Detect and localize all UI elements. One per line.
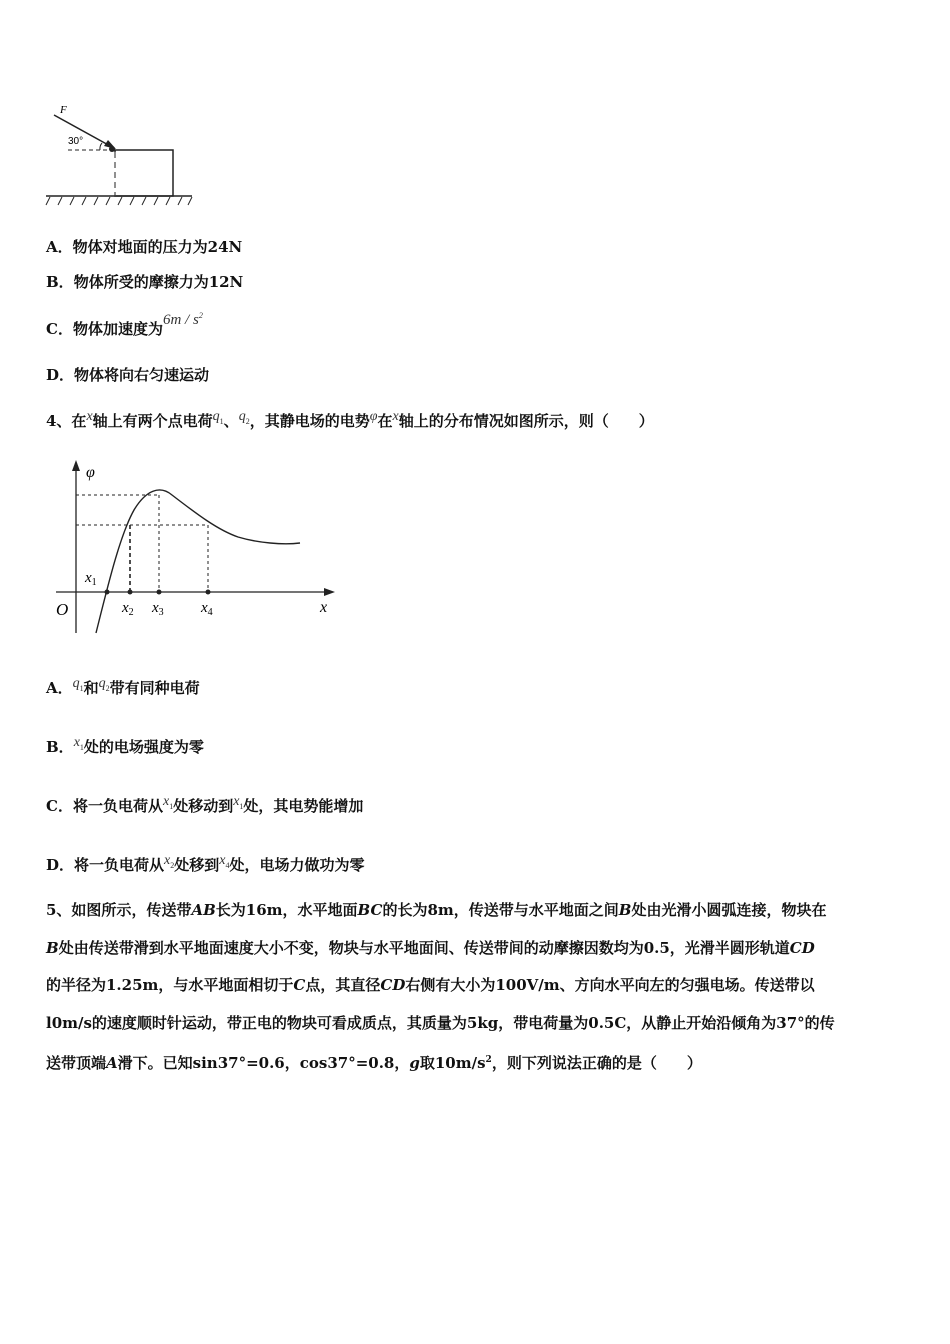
force-point — [109, 146, 115, 152]
q3-option-a: A．物体对地面的压力为24N — [46, 238, 243, 256]
ground-hatch — [46, 197, 192, 205]
q5-line-3: 的半径为1.25m，与水平地面相切于C点，其直径CD右侧有大小为100V/m、方向水平向左的匀强电场。传送带以 — [46, 976, 815, 994]
q3-option-c: C．物体加速度为$6m / s^2$ — [46, 311, 203, 338]
q4-option-d: D．将一负电荷从$x_2$处移到$x_4$处，电场力做功为零 — [46, 853, 365, 874]
label-x1: $x_1$ — [85, 570, 97, 588]
point-x1 — [105, 590, 110, 595]
q5-line-2: B处由传送带滑到水平地面速度大小不变，物块与水平地面间、传送带间的动摩擦因数均为0.5，光滑半圆形轨道CD — [46, 938, 815, 957]
figure-potential-graph — [48, 455, 338, 640]
label-x4: $x_4$ — [201, 600, 213, 618]
q4-option-a: A．$q_1$和$q_2$带有同种电荷 — [46, 676, 200, 697]
q5-paragraph — [46, 892, 908, 1083]
point-x3 — [157, 590, 162, 595]
q3-option-d: D．物体将向右匀速运动 — [46, 366, 210, 384]
y-axis-label: φ — [86, 464, 95, 481]
label-x3: $x_3$ — [152, 600, 164, 618]
x-axis-label: x — [320, 599, 328, 616]
q3-option-b: B．物体所受的摩擦力为12N — [46, 273, 244, 291]
q4-option-c: C．将一负电荷从$x_1$处移动到$x_1$处，其电势能增加 — [46, 794, 364, 815]
origin-label: O — [56, 600, 69, 619]
figure-force-block — [40, 100, 200, 212]
q5-line-4: l0m/s的速度顺时针运动，带正电的物块可看成质点，其质量为5kg，带电荷量为0.5C，从静止开始沿倾角为37°的传 — [46, 1013, 835, 1032]
q4-option-b: B．$x_1$处的电场强度为零 — [46, 735, 204, 756]
block — [115, 150, 173, 196]
point-x2 — [128, 590, 133, 595]
y-axis-arrow — [72, 460, 80, 471]
x-axis-arrow — [324, 588, 335, 596]
q4-stem: 4、在x轴上有两个点电荷$q_1$、$q_2$，其静电场的电势φ在x轴上的分布情况如图所示，则（ ） — [46, 409, 654, 430]
acceleration-formula: $6m / s^2$ — [162, 311, 203, 328]
point-x4 — [206, 590, 211, 595]
angle-arc — [100, 143, 102, 150]
q5-line-1: 5、如图所示，传送带AB长为16m，水平地面BC的长为8m，传送带与水平地面之间B处由光滑小圆弧连接，物块在 — [46, 901, 827, 919]
force-label: F — [60, 104, 67, 116]
q5-line-5: 送带顶端A滑下。已知sin37°=0.6，cos37°=0.8，g取$10m/s^2$，则下列说法正确的是（ ） — [46, 1054, 702, 1072]
label-x2: $x_2$ — [122, 600, 134, 618]
angle-label: 30° — [68, 136, 84, 147]
